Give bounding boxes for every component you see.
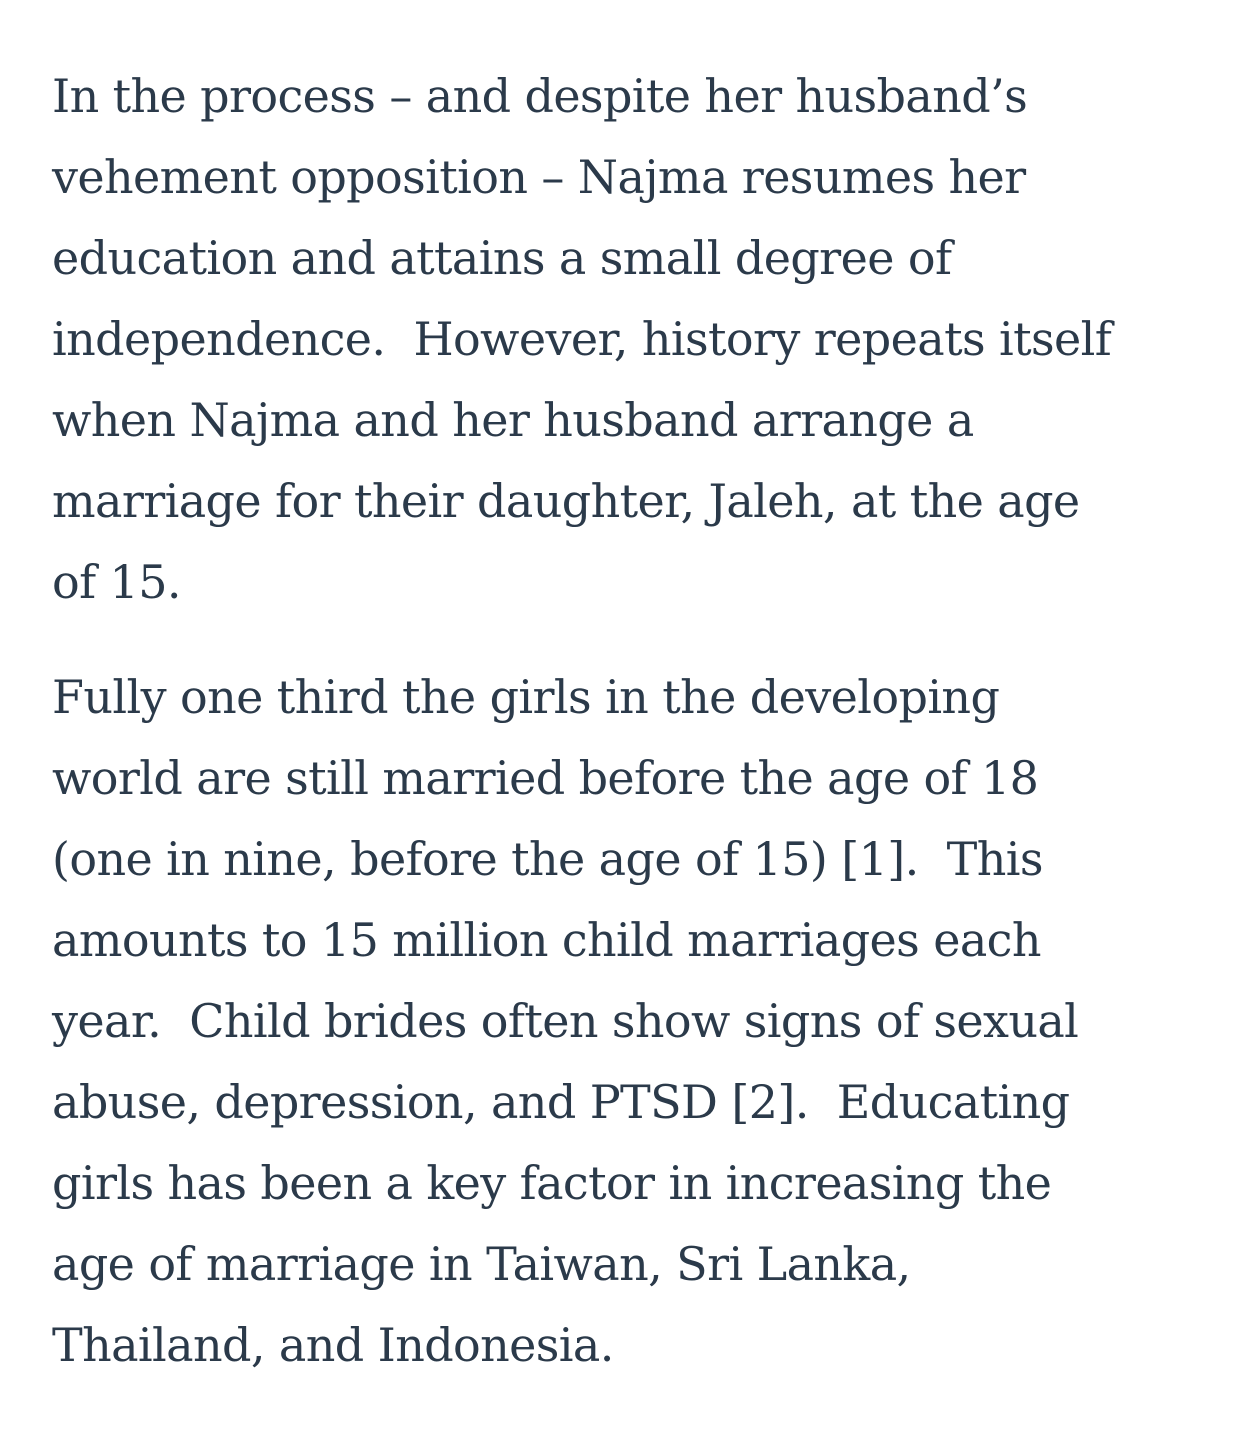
paragraph-line: amounts to 15 million child marriages each [52, 913, 1041, 967]
paragraph-line: (one in nine, before the age of 15) [1]. This [52, 832, 1043, 886]
paragraph-line: independence. However, history repeats itself [52, 312, 1112, 366]
paragraph-line: age of marriage in Taiwan, Sri Lanka, [52, 1237, 911, 1291]
paragraph-line: when Najma and her husband arrange a [52, 393, 974, 447]
paragraph-line: year. Child brides often show signs of sexual [52, 994, 1079, 1048]
paragraph-child-marriage-stats [52, 657, 1202, 1386]
paragraph-line: Thailand, and Indonesia. [52, 1318, 614, 1372]
paragraph-line: world are still married before the age of 18 [52, 751, 1039, 805]
paragraph-line: education and attains a small degree of [52, 231, 952, 285]
paragraph-line: girls has been a key factor in increasing the [52, 1156, 1052, 1210]
article-body [52, 56, 1202, 1386]
paragraph-line: of 15. [52, 555, 181, 609]
paragraph-line: vehement opposition – Najma resumes her [52, 150, 1026, 204]
paragraph-line: abuse, depression, and PTSD [2]. Educating [52, 1075, 1070, 1129]
paragraph-line: Fully one third the girls in the developing [52, 670, 1000, 724]
paragraph-line: marriage for their daughter, Jaleh, at the age [52, 474, 1080, 528]
paragraph-line: In the process – and despite her husband’s [52, 69, 1028, 123]
paragraph-najma-education [52, 56, 1202, 623]
paragraph-spacer [52, 623, 1202, 657]
